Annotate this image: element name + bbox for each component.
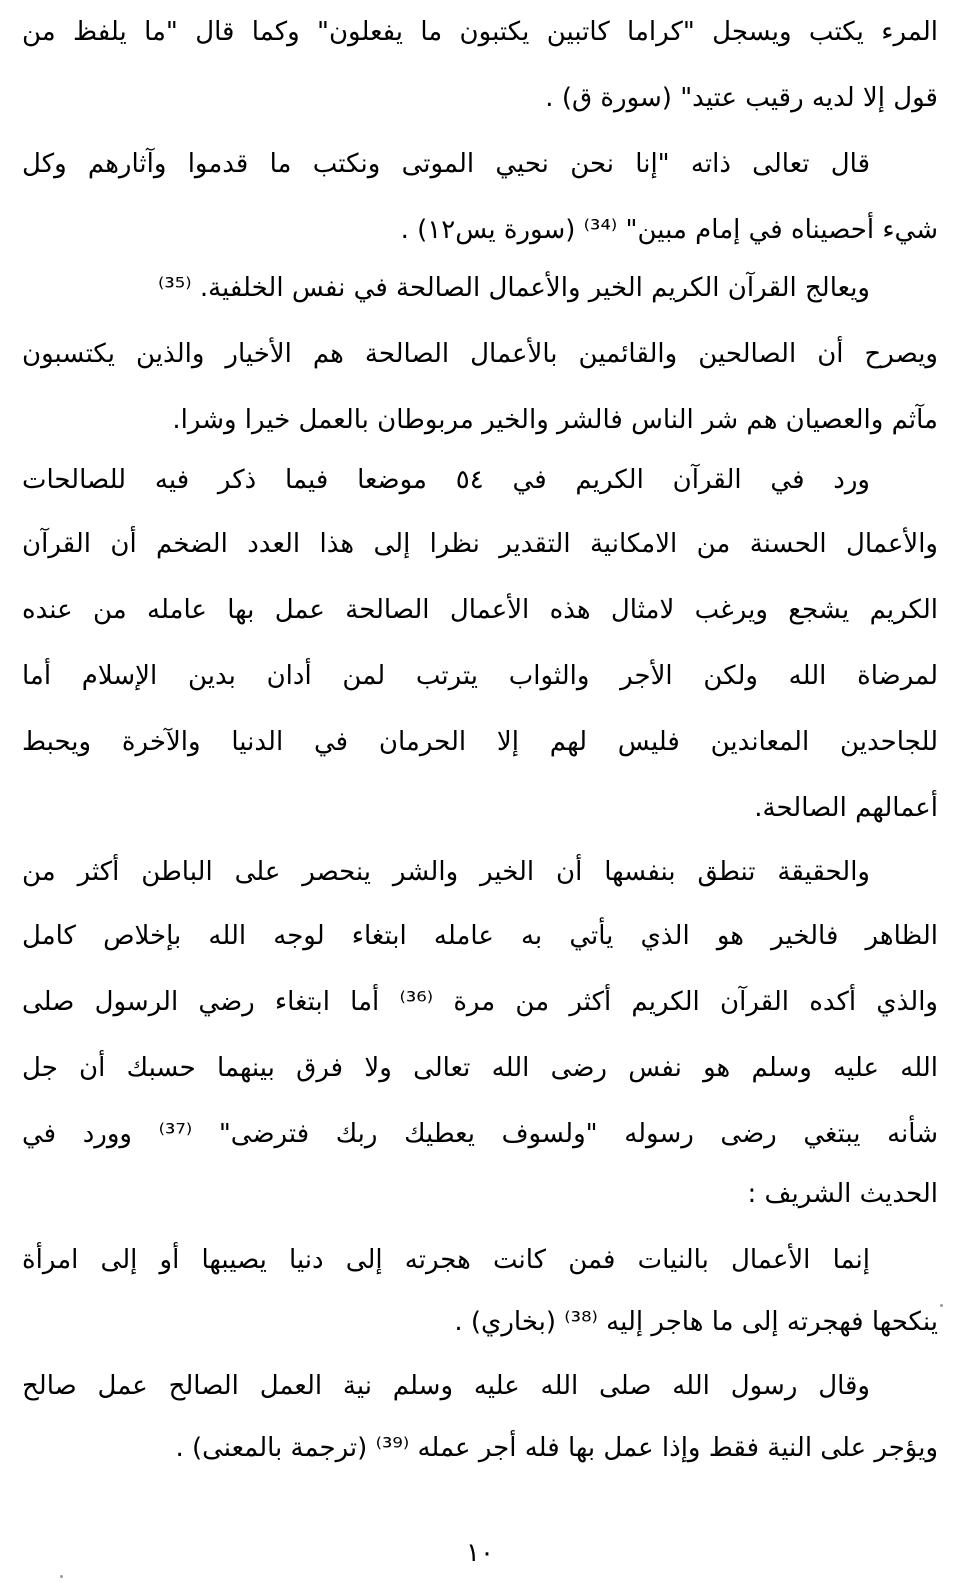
text-line: لمرضاة الله ولكن الأجر والثواب يترتب لمن أدان بدين الإسلام أما bbox=[22, 661, 938, 691]
scan-speck bbox=[940, 1304, 943, 1307]
text-line: قول إلا لديه رقيب عتيد" (سورة ق) . bbox=[545, 83, 938, 113]
text-line: شيء أحصيناه في إمام مبين" ⁽³⁴⁾ (سورة يس١٢) . bbox=[400, 215, 938, 245]
text-line: إنما الأعمال بالنيات فمن كانت هجرته إلى دنيا يصيبها أو إلى امرأة bbox=[22, 1245, 870, 1275]
text-line: الله عليه وسلم هو نفس رضى الله تعالى ولا فرق بينهما حسبك أن جل bbox=[22, 1053, 938, 1083]
text-line: والحقيقة تنطق بنفسها أن الخير والشر ينحصر على الباطن أكثر من bbox=[22, 857, 870, 887]
text-line: والذي أكده القرآن الكريم أكثر من مرة ⁽³⁶⁾ أما ابتغاء رضي الرسول صلى bbox=[22, 987, 938, 1017]
text-line: ينكحها فهجرته إلى ما هاجر إليه ⁽³⁸⁾ (بخاري) . bbox=[454, 1307, 938, 1337]
scan-speck bbox=[60, 1575, 63, 1578]
text-line: قال تعالى ذاته "إنا نحن نحيي الموتى ونكتب ما قدموا وآثارهم وكل bbox=[22, 149, 870, 179]
text-line: ويصرح أن الصالحين والقائمين بالأعمال الصالحة هم الأخيار والذين يكتسبون bbox=[22, 339, 938, 369]
text-line: الكريم يشجع ويرغب لامثال هذه الأعمال الصالحة عمل بها عامله من عنده bbox=[22, 595, 938, 625]
text-line: ورد في القرآن الكريم في ٥٤ موضعا فيما ذكر فيه للصالحات bbox=[22, 465, 870, 495]
text-line: شأنه يبتغي رضى رسوله "ولسوف يعطيك ربك فترضى" ⁽³⁷⁾ وورد في bbox=[22, 1119, 938, 1149]
text-line: الظاهر فالخير هو الذي يأتي به عامله ابتغاء لوجه الله بإخلاص كامل bbox=[22, 921, 938, 951]
text-line: ويعالج القرآن الكريم الخير والأعمال الصالحة في نفس الخلفية. ⁽³⁵⁾ bbox=[157, 273, 870, 303]
text-line: ويؤجر على النية فقط وإذا عمل بها فله أجر عمله ⁽³⁹⁾ (ترجمة بالمعنى) . bbox=[175, 1433, 938, 1463]
text-line: الحديث الشريف : bbox=[747, 1179, 938, 1209]
text-line: أعمالهم الصالحة. bbox=[754, 793, 938, 823]
text-line: والأعمال الحسنة من الامكانية التقدير نظرا إلى هذا العدد الضخم أن القرآن bbox=[22, 529, 938, 559]
page-number: ١٠ bbox=[466, 1538, 494, 1568]
text-line: وقال رسول الله صلى الله عليه وسلم نية العمل الصالح عمل صالح bbox=[22, 1371, 870, 1401]
text-line: المرء يكتب ويسجل "كراما كاتبين يكتبون ما يفعلون" وكما قال "ما يلفظ من bbox=[22, 17, 938, 47]
text-line: مآثم والعصيان هم شر الناس فالشر والخير مربوطان بالعمل خيرا وشرا. bbox=[172, 405, 938, 435]
text-line: للجاحدين المعاندين فليس لهم إلا الحرمان في الدنيا والآخرة ويحبط bbox=[22, 727, 938, 757]
